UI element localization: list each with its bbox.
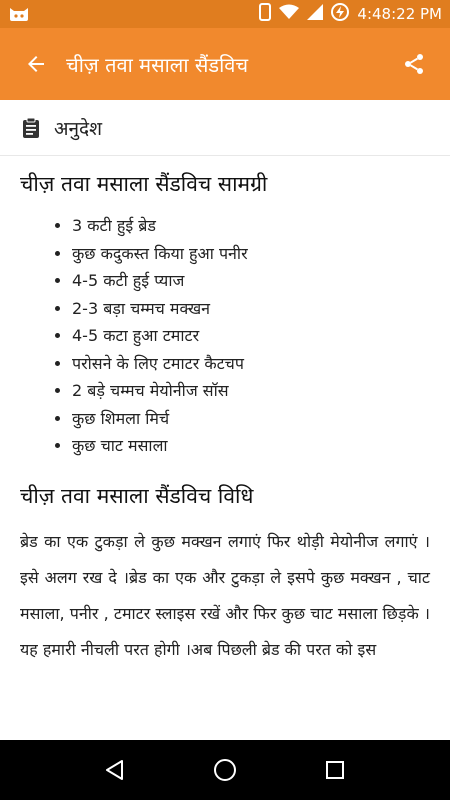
method-text: ब्रेड का एक टुकड़ा ले कुछ मक्खन लगाएं फिर थोड़ी मेयोनीज लगाएं । इसे अलग रख दे ।ब्रेड का एक और टुकड़ा ले इसपे कुछ मक्खन , चाट मसाला, पनीर , टमाटर स्लाइस रखें और फिर कुछ चाट मसाला छिड़के । यह हमारी नीचली परत होगी ।अब पिछली ब्रेड की परत को इस	[20, 531, 430, 659]
ingredients-list	[20, 212, 430, 460]
navigation-bar	[0, 740, 450, 800]
instructions-header	[0, 100, 450, 156]
signal-icon	[307, 4, 323, 24]
clipboard-icon	[20, 117, 42, 139]
nav-back-icon[interactable]	[95, 750, 135, 790]
section-title: अनुदेश	[54, 117, 103, 140]
nav-home-icon[interactable]	[205, 750, 245, 790]
list-item: • 3 कटी हुई ब्रेड	[72, 212, 430, 240]
list-item: • 4-5 कटा हुआ टमाटर	[72, 322, 430, 350]
list-item: • 2-3 बड़ा चम्मच मक्खन	[72, 295, 430, 323]
method-heading: चीज़ तवा मसाला सैंडविच विधि	[20, 483, 254, 508]
phone-icon	[259, 3, 271, 25]
nav-recents-icon[interactable]	[315, 750, 355, 790]
cat-icon	[8, 5, 32, 23]
page-title: चीज़ तवा मसाला सैंडविच	[66, 52, 249, 77]
list-item: • कुछ शिमला मिर्च	[72, 405, 430, 433]
list-item: • 4-5 कटी हुई प्याज	[72, 267, 430, 295]
wifi-icon	[279, 4, 299, 24]
recipe-content	[0, 156, 450, 751]
list-item: • परोसने के लिए टमाटर कैटचप	[72, 350, 430, 378]
status-time: 4:48:22 PM	[357, 5, 442, 23]
list-item: • 2 बड़े चम्मच मेयोनीज सॉस	[72, 377, 430, 405]
list-item: • कुछ कदुकस्त किया हुआ पनीर	[72, 240, 430, 268]
share-icon[interactable]	[394, 44, 434, 84]
back-arrow-icon[interactable]	[16, 44, 56, 84]
status-bar	[0, 0, 450, 28]
app-bar	[0, 28, 450, 100]
list-item: • कुछ चाट मसाला	[72, 432, 430, 460]
battery-icon	[331, 3, 349, 25]
ingredients-heading: चीज़ तवा मसाला सैंडविच सामग्री	[20, 172, 268, 196]
